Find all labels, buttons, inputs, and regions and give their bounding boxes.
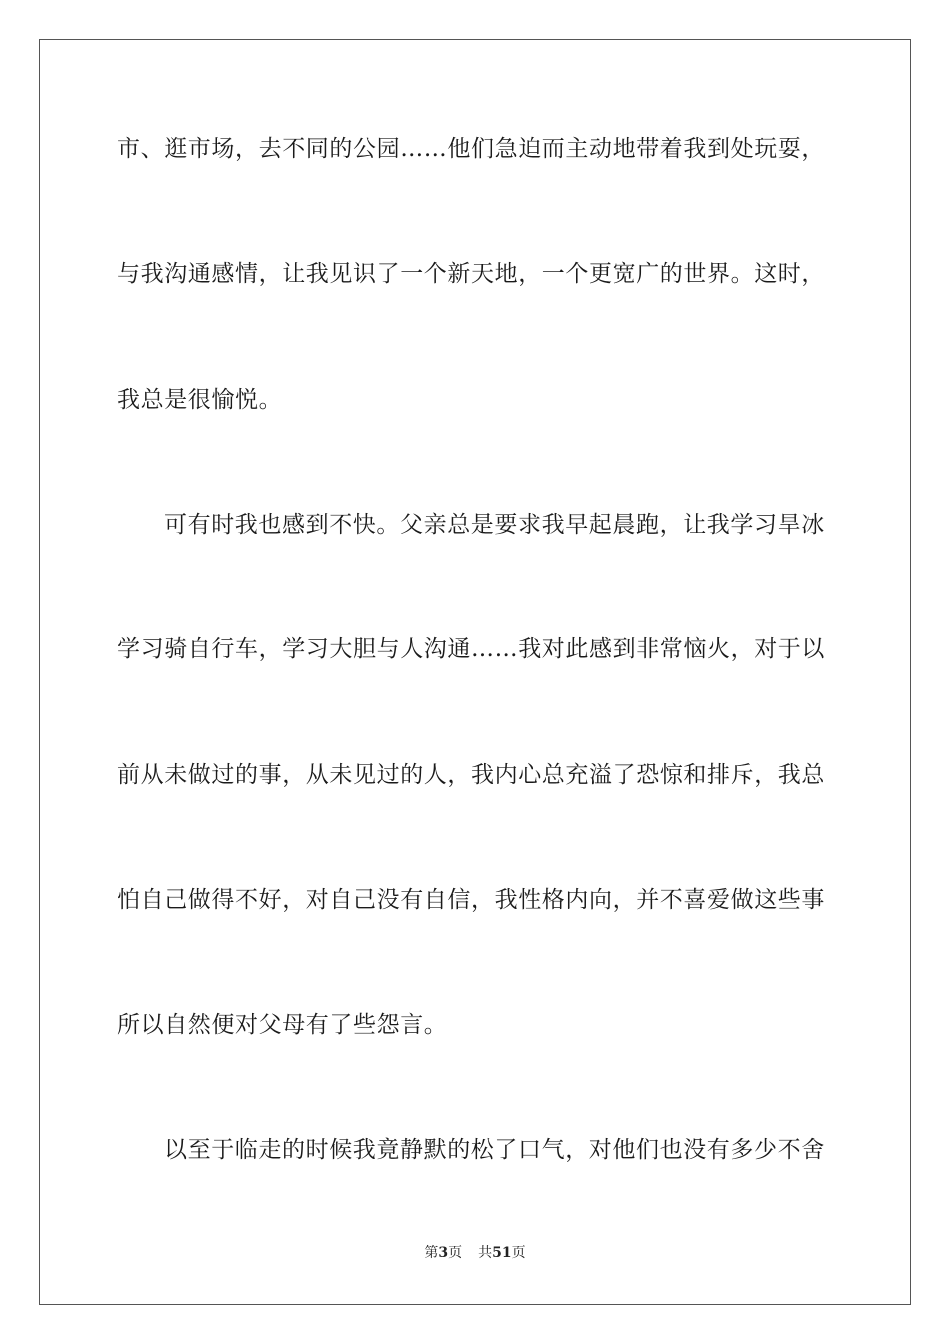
page-prefix: 第 — [424, 1245, 439, 1261]
total-suffix: 页 — [511, 1245, 526, 1261]
text-line-4: 可有时我也感到不快。父亲总是要求我早起晨跑，让我学习旱冰 — [164, 512, 825, 538]
text-line-3: 我总是很愉悦。 — [117, 387, 283, 413]
text-line-9: 以至于临走的时候我竟静默的松了口气，对他们也没有多少不舍 — [164, 1137, 825, 1163]
text-line-2: 与我沟通感情，让我见识了一个新天地，一个更宽广的世界。这时， — [117, 261, 825, 287]
text-line-1: 市、逛市场，去不同的公园……他们急迫而主动地带着我到处玩耍， — [117, 136, 825, 162]
total-pages: 51 — [492, 1245, 512, 1261]
text-line-6: 前从未做过的事，从未见过的人，我内心总充溢了恐惊和排斥，我总 — [117, 762, 825, 788]
text-line-7: 怕自己做得不好，对自己没有自信，我性格内向，并不喜爱做这些事 — [117, 887, 825, 913]
page-number: 3 — [438, 1245, 449, 1261]
total-prefix: 共 — [478, 1245, 493, 1261]
page-footer — [0, 1244, 950, 1262]
text-line-5: 学习骑自行车，学习大胆与人沟通……我对此感到非常恼火，对于以 — [117, 636, 825, 662]
text-line-8: 所以自然便对父母有了些怨言。 — [117, 1012, 448, 1038]
page-border — [39, 39, 911, 1305]
page-suffix: 页 — [448, 1245, 463, 1261]
